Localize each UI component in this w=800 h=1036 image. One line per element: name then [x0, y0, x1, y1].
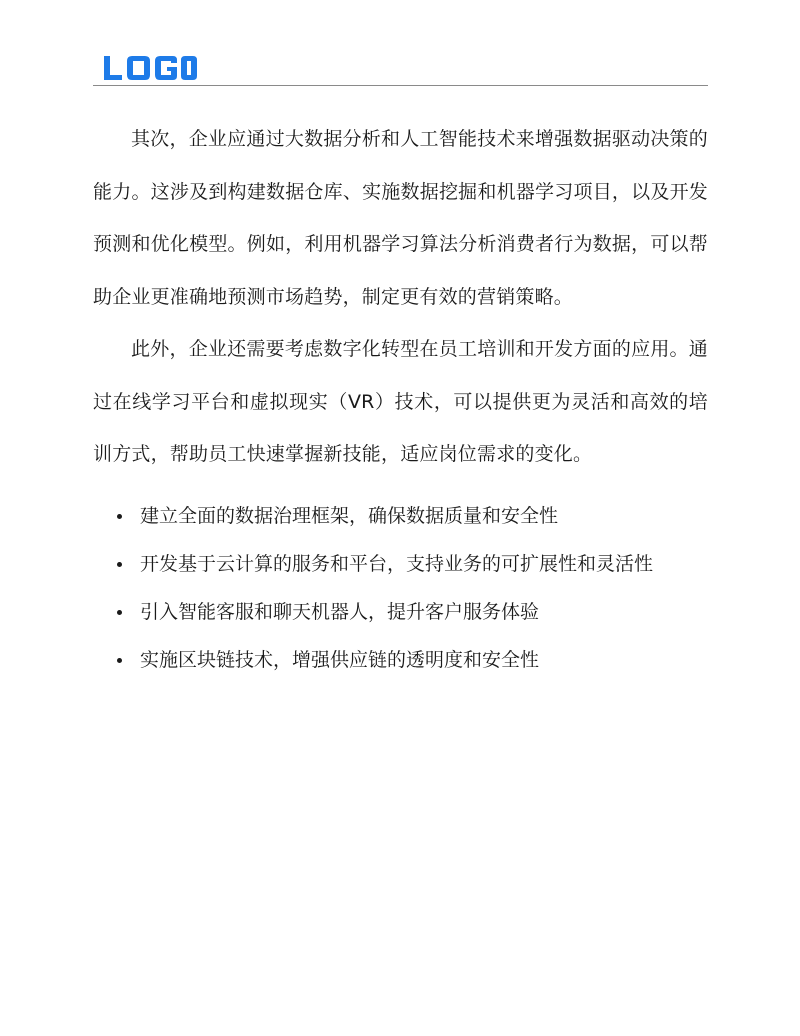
list-item-text: 实施区块链技术，增强供应链的透明度和安全性: [140, 648, 540, 671]
list-item-text: 建立全面的数据治理框架，确保数据质量和安全性: [140, 504, 559, 527]
bullet-icon: [117, 514, 122, 519]
bullet-icon: [117, 610, 122, 615]
document-body: [93, 113, 708, 684]
list-item: [93, 540, 708, 588]
paragraph: 此外，企业还需要考虑数字化转型在员工培训和开发方面的应用。通过在线学习平台和虚拟现实（VR）技术，可以提供更为灵活和高效的培训方式，帮助员工快速掌握新技能，适应岗位需求的变化。: [93, 338, 708, 465]
bullet-icon: [117, 562, 122, 567]
logo: [102, 54, 198, 84]
header-divider: [93, 85, 708, 86]
bullet-list: [93, 492, 708, 684]
list-item: [93, 588, 708, 636]
list-item-text: 引入智能客服和聊天机器人，提升客户服务体验: [140, 600, 540, 623]
list-item-text: 开发基于云计算的服务和平台，支持业务的可扩展性和灵活性: [140, 552, 654, 575]
list-item: [93, 636, 708, 684]
page-header: [93, 50, 708, 87]
paragraph: 其次，企业应通过大数据分析和人工智能技术来增强数据驱动决策的能力。这涉及到构建数据仓库、实施数据挖掘和机器学习项目，以及开发预测和优化模型。例如，利用机器学习算法分析消费者行为数据，可以帮助企业更准确地预测市场趋势，制定更有效的营销策略。: [93, 128, 708, 308]
bullet-icon: [117, 658, 122, 663]
list-item: [93, 492, 708, 540]
